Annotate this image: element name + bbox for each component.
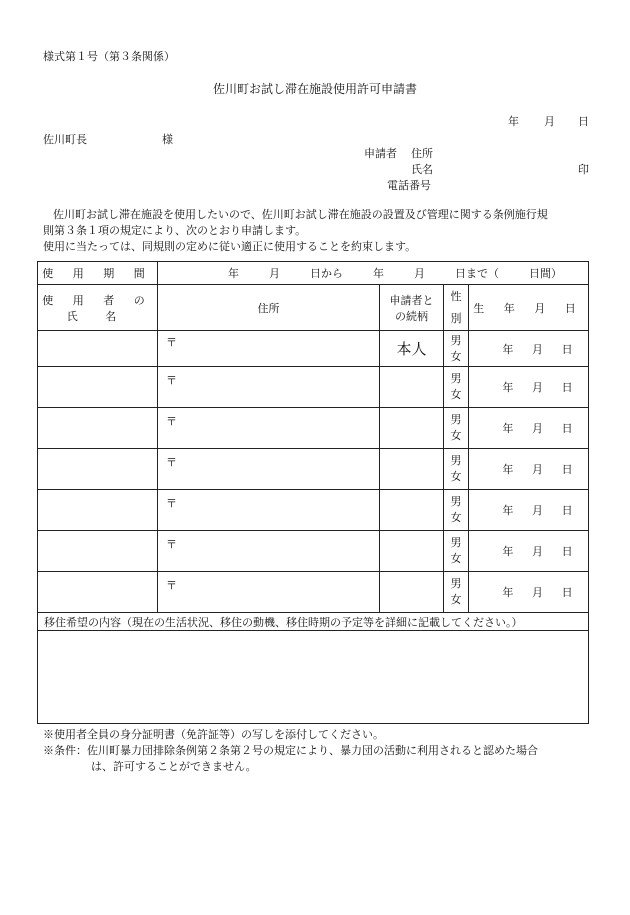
birth-year: 年 (502, 545, 514, 558)
user-name-cell[interactable] (38, 490, 158, 531)
form-number: 様式第１号（第３条関係） (43, 50, 175, 63)
sex-male: 男 (450, 372, 462, 385)
date-month-label: 月 (544, 115, 555, 128)
sex-female: 女 (450, 552, 462, 565)
postal-mark: 〒 (166, 335, 177, 349)
hope-label: 移住希望の内容（現在の生活状況、移住の動機、移住時期の予定等を詳細に記載してください。） (38, 613, 589, 631)
col-sex-line2: 別 (450, 311, 462, 325)
birth-day: 日 (561, 342, 573, 356)
postal-mark: 〒 (166, 374, 177, 387)
birth-cell[interactable] (469, 572, 589, 613)
table-row (38, 331, 589, 367)
table-row (38, 449, 589, 490)
birth-day: 日 (561, 504, 573, 517)
col-sex-header (444, 285, 469, 331)
sex-female: 女 (450, 388, 462, 401)
postal-mark: 〒 (166, 538, 177, 551)
period-days: 日間） (529, 267, 562, 280)
postal-mark: 〒 (166, 415, 177, 428)
birth-month: 月 (531, 381, 543, 394)
relation-cell[interactable]: 本人 (380, 331, 444, 367)
address-cell[interactable] (158, 572, 380, 613)
applicant-label: 申請者 (364, 147, 397, 160)
address-cell[interactable] (158, 408, 380, 449)
col-relation-header (380, 285, 444, 331)
birth-month: 月 (531, 545, 543, 558)
application-table (37, 261, 589, 724)
sex-male: 男 (450, 454, 462, 467)
period-until: 日まで（ (455, 267, 499, 280)
birth-cell[interactable] (469, 449, 589, 490)
sex-male: 男 (450, 333, 462, 347)
col-sex-line1: 性 (450, 289, 462, 303)
period-field[interactable] (158, 262, 589, 285)
relation-cell[interactable] (380, 408, 444, 449)
birth-month: 月 (531, 504, 543, 517)
user-name-cell[interactable] (38, 531, 158, 572)
hope-label-row (38, 613, 589, 631)
sex-female: 女 (450, 349, 462, 363)
user-name-cell[interactable] (38, 331, 158, 367)
body-text-line3: 使用に当たっては、同規則の定めに従い適正に使用することを約束します。 (43, 240, 417, 253)
birth-year: 年 (502, 504, 514, 517)
note-id-copy: ※使用者全員の身分証明書（免許証等）の写しを添付してください。 (43, 728, 384, 741)
page-title: 佐川町お試し滞在施設使用許可申請書 (212, 82, 417, 96)
date-year-label: 年 (508, 115, 519, 128)
col-name-line1: 使 用 者 の (42, 293, 153, 307)
sex-cell[interactable] (444, 490, 469, 531)
birth-cell[interactable] (469, 490, 589, 531)
sex-cell[interactable] (444, 531, 469, 572)
birth-month: 月 (531, 342, 543, 356)
postal-mark: 〒 (166, 497, 177, 510)
period-label: 使 用 期 間 (38, 262, 158, 285)
address-cell[interactable] (158, 331, 380, 367)
birth-month: 月 (531, 422, 543, 435)
birth-day: 日 (561, 545, 573, 558)
sex-cell[interactable] (444, 408, 469, 449)
birth-cell[interactable] (469, 531, 589, 572)
table-row (38, 408, 589, 449)
header-row (38, 285, 589, 331)
birth-day: 日 (561, 463, 573, 476)
birth-month: 月 (531, 463, 543, 476)
sex-male: 男 (450, 536, 462, 549)
birth-day: 日 (561, 422, 573, 435)
sex-female: 女 (450, 511, 462, 524)
sex-female: 女 (450, 470, 462, 483)
relation-cell[interactable] (380, 449, 444, 490)
sex-female: 女 (450, 429, 462, 442)
notes (43, 727, 538, 775)
sex-cell[interactable] (444, 449, 469, 490)
birth-cell[interactable] (469, 367, 589, 408)
period-month2: 月 (414, 267, 425, 280)
postal-mark: 〒 (166, 579, 177, 592)
col-relation-line1: 申請者と (389, 293, 434, 307)
body-text-line2: 則第３条１項の規定により、次のとおり申請します。 (43, 224, 307, 237)
col-relation-line2: の続柄 (395, 309, 428, 323)
period-row (38, 262, 589, 285)
address-cell[interactable] (158, 490, 380, 531)
honorific: 様 (162, 133, 173, 146)
relation-cell[interactable] (380, 572, 444, 613)
birth-day: 日 (561, 381, 573, 394)
sex-cell[interactable] (444, 367, 469, 408)
period-year2: 年 (373, 267, 384, 280)
hope-content-field[interactable] (38, 631, 589, 724)
sex-male: 男 (450, 413, 462, 426)
col-name-line2: 氏 名 (66, 309, 129, 323)
addressee: 佐川町長 (43, 133, 87, 146)
col-name-header (38, 285, 158, 331)
relation-cell[interactable] (380, 531, 444, 572)
birth-year: 年 (502, 342, 514, 356)
user-name-cell[interactable] (38, 408, 158, 449)
seal-label: 印 (578, 163, 589, 176)
birth-year: 年 (502, 463, 514, 476)
address-cell[interactable] (158, 367, 380, 408)
relation-cell[interactable] (380, 490, 444, 531)
address-cell[interactable] (158, 531, 380, 572)
postal-mark: 〒 (166, 456, 177, 469)
table-row (38, 490, 589, 531)
name-label: 氏名 (411, 163, 433, 176)
address-label: 住所 (411, 147, 433, 160)
user-name-cell[interactable] (38, 367, 158, 408)
birth-day: 日 (561, 586, 573, 599)
table-row (38, 572, 589, 613)
hope-content-row (38, 631, 589, 724)
birth-year: 年 (502, 586, 514, 599)
sex-male: 男 (450, 577, 462, 590)
phone-label: 電話番号 (387, 179, 431, 192)
birth-month: 月 (531, 586, 543, 599)
sex-cell[interactable] (444, 331, 469, 367)
note-condition-line1: ※条件：佐川町暴力団排除条例第２条第２号の規定により、暴力団の活動に利用されると認めた場合 (43, 744, 538, 757)
col-address-header: 住所 (158, 285, 380, 331)
birth-cell[interactable] (469, 331, 589, 367)
date-day-label: 日 (578, 115, 589, 128)
birth-year: 年 (502, 422, 514, 435)
period-year1: 年 (228, 267, 239, 280)
note-condition-line2: は、許可することができません。 (91, 760, 257, 773)
body-text-line1: 佐川町お試し滞在施設を使用したいので、佐川町お試し滞在施設の設置及び管理に関する条例施行規 (53, 208, 548, 221)
birth-year: 年 (502, 381, 514, 394)
relation-cell[interactable] (380, 367, 444, 408)
address-cell[interactable] (158, 449, 380, 490)
user-name-cell[interactable] (38, 572, 158, 613)
col-birth-header: 生 年 月 日 (469, 285, 589, 331)
sex-cell[interactable] (444, 572, 469, 613)
table-row (38, 367, 589, 408)
period-from: 日から (310, 267, 343, 280)
period-month1: 月 (269, 267, 280, 280)
user-name-cell[interactable] (38, 449, 158, 490)
table-row (38, 531, 589, 572)
birth-cell[interactable] (469, 408, 589, 449)
sex-female: 女 (450, 593, 462, 606)
sex-male: 男 (450, 495, 462, 508)
